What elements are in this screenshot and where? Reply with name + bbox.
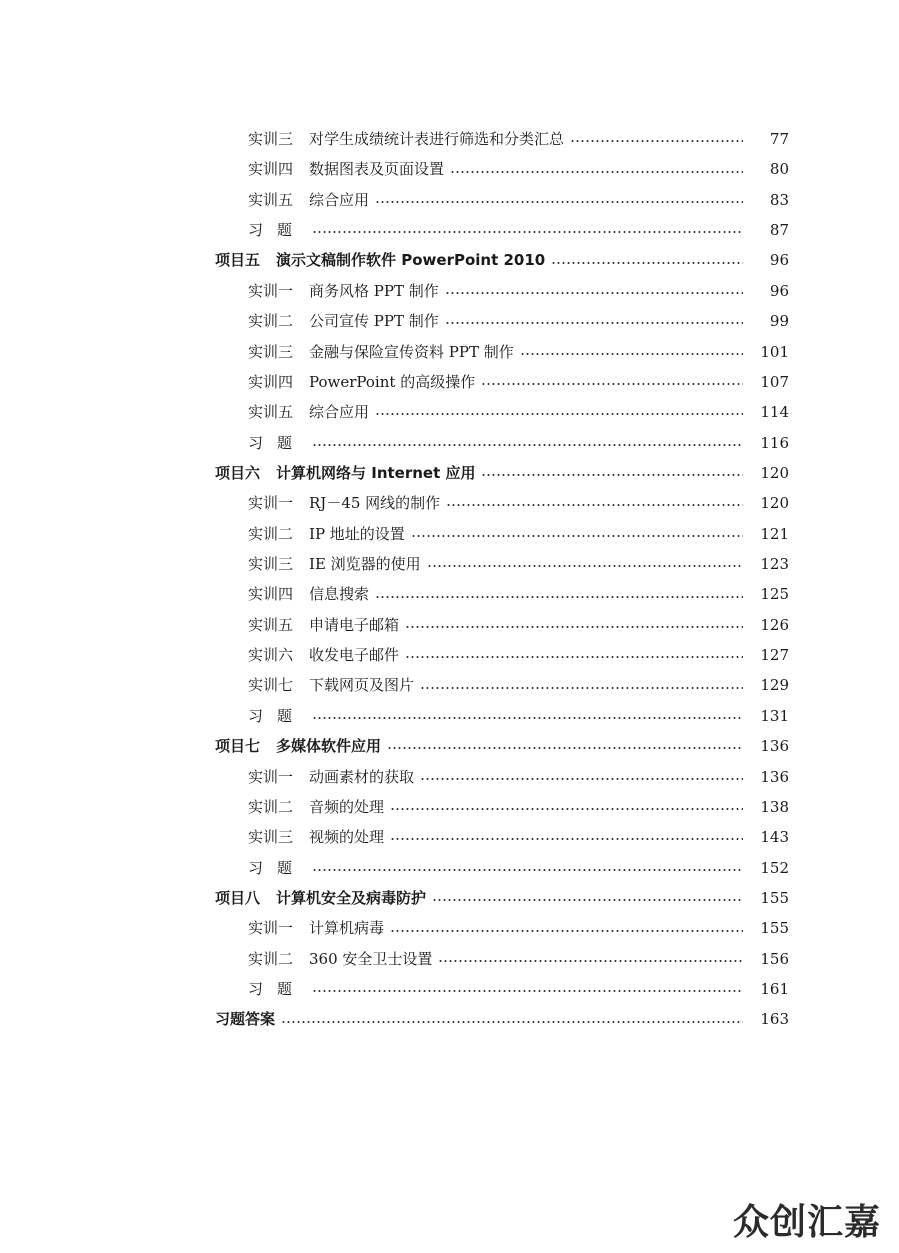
dot-leader [375, 201, 743, 203]
toc-entry-title: IE 浏览器的使用 [309, 555, 421, 574]
table-of-contents [0, 124, 899, 1035]
toc-page-number: 107 [760, 372, 789, 391]
toc-entry-text [248, 974, 306, 1004]
toc-page-number: 155 [760, 919, 789, 938]
toc-entry-text [248, 397, 369, 427]
toc-entry-text [248, 762, 414, 792]
toc-entry-title: 计算机病毒 [309, 919, 385, 938]
toc-entry-section[interactable] [0, 519, 899, 549]
toc-entry-label: 习题 [248, 858, 307, 877]
dot-leader [405, 656, 743, 658]
toc-entry-section[interactable] [0, 610, 899, 640]
toc-entry-title: 下载网页及图片 [309, 676, 415, 695]
toc-entry-label: 实训一 [248, 494, 294, 513]
dot-leader [420, 778, 743, 780]
toc-entry-title: 对学生成绩统计表进行筛选和分类汇总 [309, 130, 565, 148]
toc-entry-title: 音频的处理 [309, 797, 385, 816]
toc-entry-text [248, 822, 384, 852]
toc-entry-title: IP 地址的设置 [309, 524, 405, 543]
toc-entry-section[interactable] [0, 367, 899, 397]
toc-entry-label: 实训五 [248, 615, 294, 634]
dot-leader [481, 474, 743, 476]
toc-entry-title: 公司宣传 PPT 制作 [309, 312, 439, 331]
toc-entry-exercises[interactable] [0, 853, 899, 883]
toc-entry-title: 计算机网络与 Internet 应用 [276, 463, 476, 482]
toc-entry-label: 习题 [248, 221, 307, 240]
toc-entry-text [248, 276, 439, 306]
toc-entry-label: 实训二 [248, 949, 294, 968]
toc-page-number: 136 [760, 737, 789, 756]
toc-entry-text [248, 367, 475, 397]
dot-leader [450, 171, 743, 173]
toc-entry-text [248, 428, 306, 458]
toc-entry-text [248, 519, 405, 549]
toc-entry-label: 实训三 [248, 342, 294, 361]
toc-entry-exercises[interactable] [0, 701, 899, 731]
toc-entry-section[interactable] [0, 276, 899, 306]
toc-entry-section[interactable] [0, 488, 899, 518]
toc-entry-section[interactable] [0, 185, 899, 215]
dot-leader [420, 687, 743, 689]
toc-entry-title: 商务风格 PPT 制作 [309, 281, 439, 300]
toc-entry-text [248, 853, 306, 883]
toc-entry-text [248, 913, 384, 943]
toc-entry-section[interactable] [0, 640, 899, 670]
toc-entry-text [248, 549, 421, 579]
toc-entry-label: 实训六 [248, 646, 294, 665]
toc-entry-text [248, 640, 399, 670]
toc-entry-label: 项目七 [215, 737, 261, 756]
toc-entry-text [248, 154, 444, 184]
dot-leader [551, 262, 743, 264]
toc-entry-title: 综合应用 [309, 190, 370, 209]
toc-entry-text [215, 1004, 275, 1034]
toc-entry-title: 360 安全卫士设置 [309, 949, 433, 968]
dot-leader [438, 960, 743, 962]
toc-entry-section[interactable] [0, 944, 899, 974]
dot-leader [390, 838, 743, 840]
toc-entry-title: 综合应用 [309, 403, 370, 422]
toc-entry-section[interactable] [0, 337, 899, 367]
dot-leader [432, 899, 743, 901]
toc-entry-label: 实训三 [248, 130, 294, 148]
toc-page-number: 161 [760, 980, 789, 999]
toc-entry-title: 收发电子邮件 [309, 646, 400, 665]
toc-entry-label: 习题 [248, 433, 307, 452]
toc-entry-label: 实训四 [248, 585, 294, 604]
toc-entry-label: 实训一 [248, 767, 294, 786]
toc-entry-label: 习题 [248, 980, 307, 999]
toc-entry-text [248, 792, 384, 822]
toc-entry-section[interactable] [0, 670, 899, 700]
toc-entry-exercises[interactable] [0, 215, 899, 245]
toc-entry-chapter[interactable] [0, 458, 899, 488]
toc-entry-answers[interactable] [0, 1004, 899, 1034]
toc-entry-text [215, 245, 545, 275]
toc-entry-label: 项目六 [215, 463, 261, 482]
toc-entry-label: 实训二 [248, 797, 294, 816]
toc-page-number: 83 [769, 190, 789, 209]
toc-entry-text [248, 185, 369, 215]
toc-page-number: 123 [760, 555, 789, 574]
toc-entry-text [248, 579, 369, 609]
toc-page-number: 121 [760, 524, 789, 543]
dot-leader [387, 747, 743, 749]
dot-leader [312, 990, 743, 992]
toc-entry-text [248, 670, 414, 700]
toc-entry-label: 实训四 [248, 160, 294, 179]
toc-page-number: 143 [760, 828, 789, 847]
toc-page-number: 77 [769, 130, 789, 148]
toc-page-number: 120 [760, 463, 789, 482]
toc-entry-title: 数据图表及页面设置 [309, 160, 445, 179]
toc-entry-title: 动画素材的获取 [309, 767, 415, 786]
dot-leader [390, 930, 743, 932]
toc-page-number: 96 [769, 251, 789, 270]
toc-entry-label: 实训一 [248, 281, 294, 300]
toc-page-number: 163 [760, 1010, 789, 1029]
toc-entry-text [248, 215, 306, 245]
dot-leader [281, 1021, 743, 1023]
toc-entry-text [248, 701, 306, 731]
toc-entry-text [248, 488, 440, 518]
toc-page-number: 116 [760, 433, 789, 452]
dot-leader [427, 565, 743, 567]
toc-entry-text [248, 306, 439, 336]
toc-entry-label: 实训七 [248, 676, 294, 695]
toc-entry-section[interactable] [0, 792, 899, 822]
toc-entry-chapter[interactable] [0, 245, 899, 275]
toc-page-number: 126 [760, 615, 789, 634]
toc-entry-text [215, 883, 426, 913]
toc-entry-title: PowerPoint 的高级操作 [309, 372, 476, 391]
dot-leader [446, 504, 743, 506]
toc-page-number: 136 [760, 767, 789, 786]
toc-entry-title: 金融与保险宣传资料 PPT 制作 [309, 342, 514, 361]
toc-page-number: 80 [769, 160, 789, 179]
toc-entry-label: 项目五 [215, 251, 261, 270]
toc-entry-label: 实训三 [248, 828, 294, 847]
toc-page-number: 156 [760, 949, 789, 968]
toc-entry-chapter[interactable] [0, 883, 899, 913]
dot-leader [445, 292, 743, 294]
dot-leader [481, 383, 743, 385]
toc-page-number: 114 [760, 403, 789, 422]
toc-entry-title: 计算机安全及病毒防护 [276, 888, 427, 907]
toc-entry-label: 实训三 [248, 555, 294, 574]
toc-entry-chapter[interactable] [0, 731, 899, 761]
toc-entry-section[interactable] [0, 397, 899, 427]
toc-entry-section[interactable] [0, 762, 899, 792]
toc-entry-text [215, 458, 475, 488]
toc-entry-label: 习题 [248, 706, 307, 725]
toc-entry-text [248, 610, 399, 640]
toc-entry-section[interactable] [0, 154, 899, 184]
toc-page-number: 96 [769, 281, 789, 300]
toc-page-number: 138 [760, 797, 789, 816]
dot-leader [375, 413, 743, 415]
toc-entry-exercises[interactable] [0, 428, 899, 458]
toc-entry-label: 实训五 [248, 403, 294, 422]
dot-leader [312, 869, 743, 871]
toc-entry-text [248, 124, 564, 154]
toc-entry-title: 多媒体软件应用 [276, 737, 382, 756]
toc-entry-label: 习题答案 [215, 1010, 276, 1029]
toc-entry-text [215, 731, 381, 761]
watermark-logo: 众创汇嘉 [732, 1202, 881, 1243]
toc-entry-section[interactable] [0, 124, 899, 154]
toc-entry-label: 实训四 [248, 372, 294, 391]
toc-page-number: 129 [760, 676, 789, 695]
toc-entry-section[interactable] [0, 913, 899, 943]
dot-leader [375, 596, 743, 598]
dot-leader [520, 353, 743, 355]
toc-page-number: 125 [760, 585, 789, 604]
dot-leader [312, 717, 743, 719]
toc-entry-exercises[interactable] [0, 974, 899, 1004]
toc-entry-text [248, 337, 514, 367]
toc-entry-section[interactable] [0, 549, 899, 579]
toc-entry-section[interactable] [0, 306, 899, 336]
toc-entry-text [248, 944, 432, 974]
toc-entry-label: 实训二 [248, 524, 294, 543]
toc-entry-section[interactable] [0, 579, 899, 609]
toc-entry-label: 实训二 [248, 312, 294, 331]
dot-leader [312, 231, 743, 233]
toc-page-number: 152 [760, 858, 789, 877]
toc-page-number: 127 [760, 646, 789, 665]
toc-entry-title: 演示文稿制作软件 PowerPoint 2010 [276, 251, 546, 270]
toc-page-number: 120 [760, 494, 789, 513]
toc-entry-title: 信息搜索 [309, 585, 370, 604]
toc-page-number: 131 [760, 706, 789, 725]
toc-page-number: 99 [769, 312, 789, 331]
toc-page-number: 87 [769, 221, 789, 240]
dot-leader [445, 322, 743, 324]
dot-leader [570, 140, 743, 142]
toc-entry-label: 实训一 [248, 919, 294, 938]
dot-leader [312, 444, 743, 446]
toc-entry-title: 视频的处理 [309, 828, 385, 847]
toc-page-number: 155 [760, 888, 789, 907]
toc-entry-label: 实训五 [248, 190, 294, 209]
toc-entry-section[interactable] [0, 822, 899, 852]
dot-leader [405, 626, 743, 628]
toc-entry-label: 项目八 [215, 888, 261, 907]
toc-entry-title: RJ－45 网线的制作 [309, 494, 441, 513]
dot-leader [390, 808, 743, 810]
dot-leader [411, 535, 743, 537]
toc-entry-title: 申请电子邮箱 [309, 615, 400, 634]
toc-page-number: 101 [760, 342, 789, 361]
